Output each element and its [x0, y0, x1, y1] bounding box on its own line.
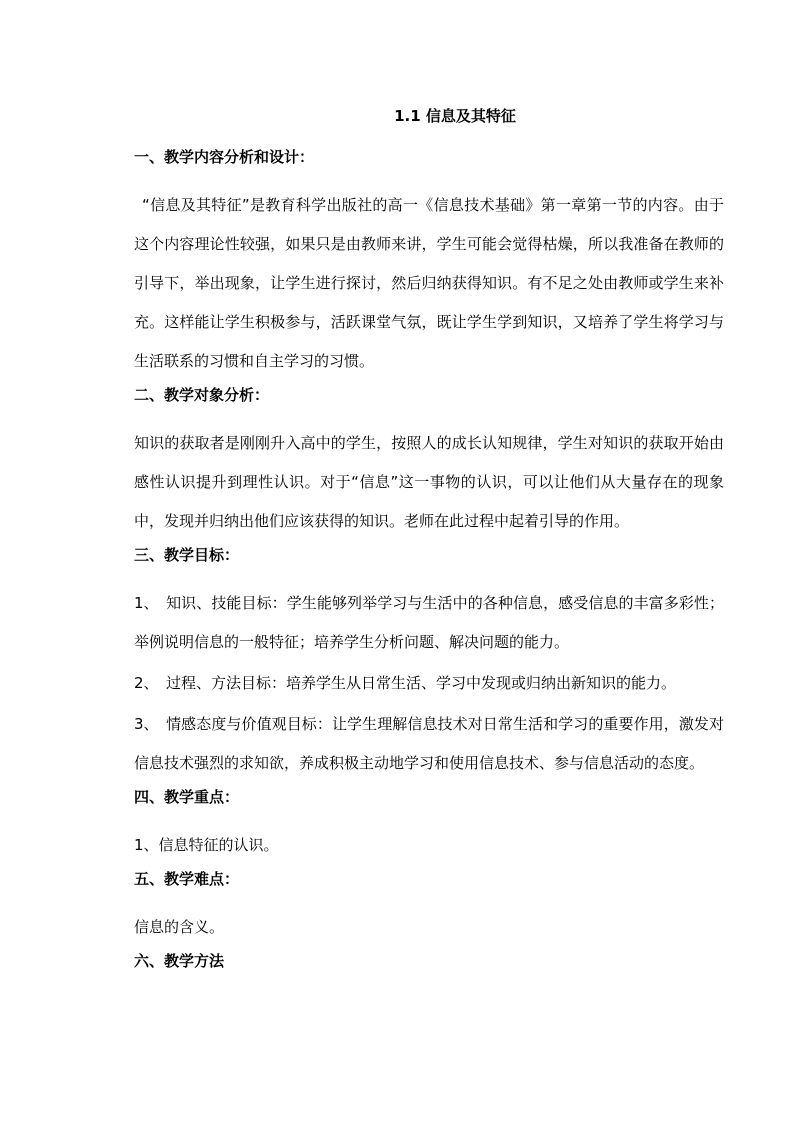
objective-item — [134, 705, 724, 783]
objective-text: 过程、方法目标：培养学生从日常生活、学习中发现或归纳出新知识的能力。 — [166, 674, 677, 692]
objective-number: 2、 — [134, 674, 159, 692]
section-heading-difficulties: 五、教学难点： — [134, 870, 240, 888]
section-heading-content-analysis: 一、教学内容分析和设计： — [134, 148, 315, 166]
objective-text: 知识、技能目标：学生能够列举学习与生活中的各种信息，感受信息的丰富多彩性；举例说明信息的一般特征；培养学生分析问题、解决问题的能力。 — [134, 594, 724, 651]
objective-number: 1、 — [134, 594, 159, 612]
section-heading-audience-analysis: 二、教学对象分析： — [134, 386, 270, 404]
objective-item — [134, 584, 724, 662]
document-title: 1.1 信息及其特征 — [394, 107, 516, 125]
objective-number: 3、 — [134, 715, 159, 733]
section-paragraph-difficulties: 信息的含义。 — [134, 918, 225, 936]
section-heading-objectives: 三、教学目标： — [134, 546, 240, 564]
objective-text: 情感态度与价值观目标：让学生理解信息技术对日常生活和学习的重要作用，激发对信息技术强烈的求知欲，养成积极主动地学习和使用信息技术、参与信息活动的态度。 — [134, 715, 724, 772]
objective-item — [134, 664, 724, 703]
document-page — [134, 104, 724, 990]
section-heading-key-points: 四、教学重点： — [134, 788, 240, 806]
section-paragraph-audience-analysis: 知识的获取者是刚刚升入高中的学生，按照人的成长认知规律，学生对知识的获取开始由感性认识提升到理性认识。对于“信息”这一事物的认识，可以让他们从大量存在的现象中，发现并归纳出他们应该获得的知识。老师在此过程中起着引导的作用。 — [134, 434, 724, 530]
section-paragraph-content-analysis: “信息及其特征”是教育科学出版社的高一《信息技术基础》第一章第一节的内容。由于这个内容理论性较强，如果只是由教师来讲，学生可能会觉得枯燥，所以我准备在教师的引导下，举出现象，让学生进行探讨，然后归纳获得知识。有不足之处由教师或学生来补充。这样能让学生积极参与，活跃课堂气氛，既让学生学到知识，又培养了学生将学习与生活联系的习惯和自主学习的习惯。 — [134, 196, 724, 370]
section-heading-methods: 六、教学方法 — [134, 952, 225, 970]
section-paragraph-key-points: 1、信息特征的认识。 — [134, 836, 279, 854]
